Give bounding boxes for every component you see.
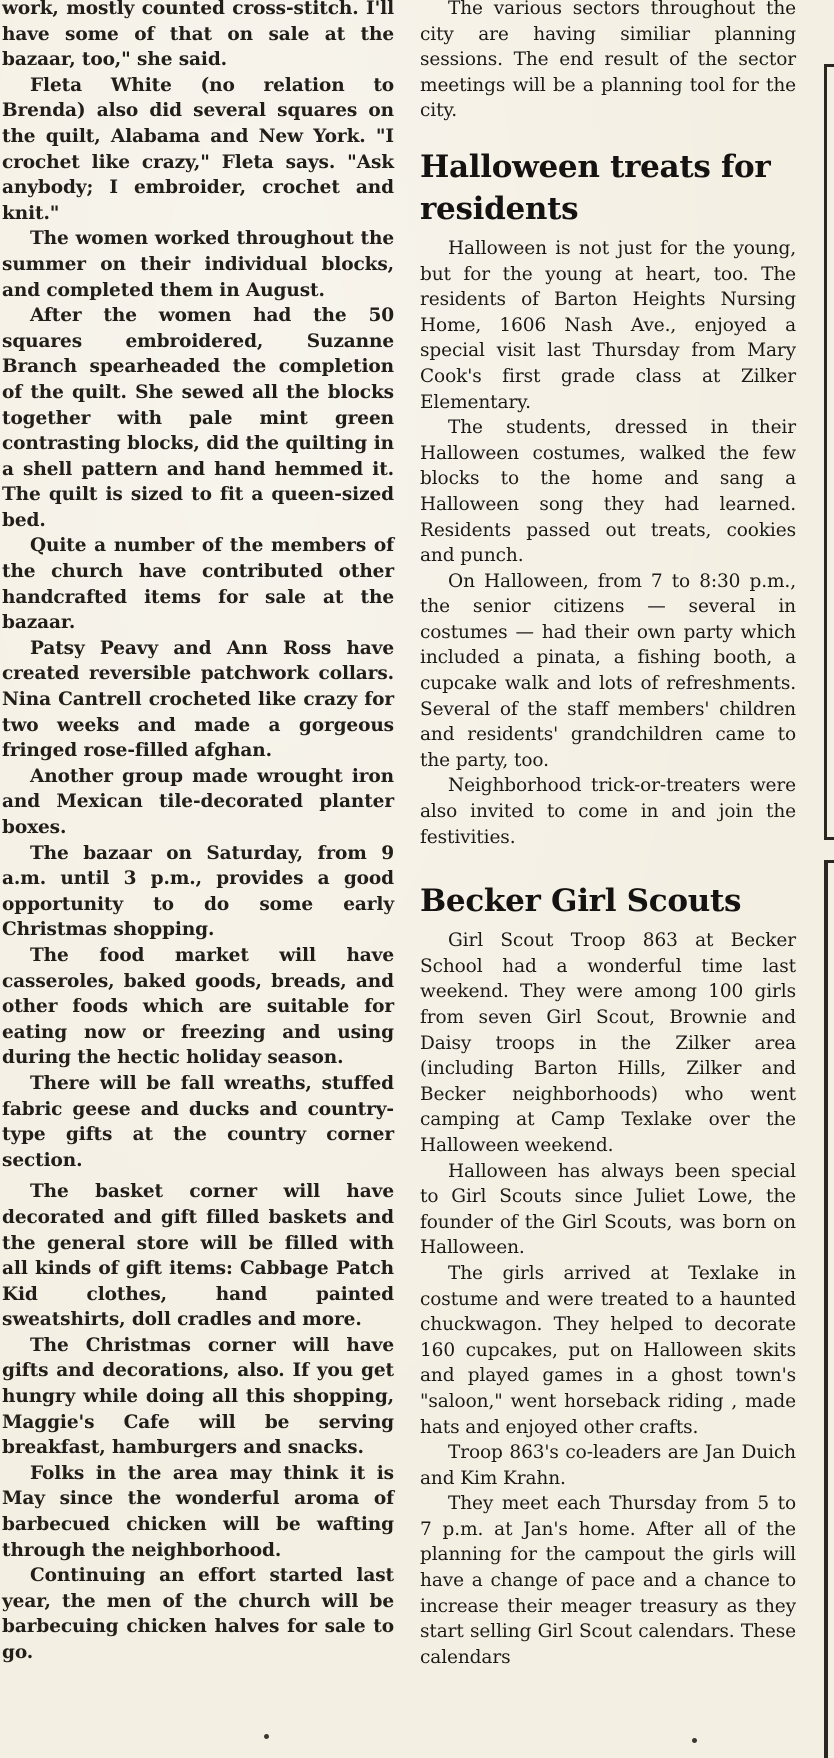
left-paragraph-9: The food market will have casseroles, baked goods, breads, and other foods which are suitable for eating now or freezing and using during the hectic holiday season. — [2, 944, 394, 1069]
right-edge-border-boxes — [816, 0, 834, 1758]
halloween-paragraph-3: On Halloween, from 7 to 8:30 p.m., the senior citizens — several in costumes — had their own party which included a pinata, a fishing booth, a cupcake walk and lots of refreshments. Several of the staff members' children and residents' grandchildren came to the party, too. — [420, 570, 796, 771]
box-2-left-rule — [824, 860, 828, 1758]
left-paragraph-7: Another group made wrought iron and Mexican tile-decorated planter boxes. — [2, 765, 394, 838]
ink-speck — [264, 1734, 269, 1739]
box-1-left-rule — [824, 64, 827, 840]
box-1-bottom-rule — [824, 837, 834, 840]
scouts-paragraph-1: Girl Scout Troop 863 at Becker School had a wonderful time last weekend. They were among 100 girls from seven Girl Scout, Brownie and Daisy troops in the Zilker area (including Barton Hills, Zilker and Becker neighborhoods) who went camping at Camp Texlake over the Halloween weekend. — [420, 930, 796, 1156]
ink-speck — [692, 1738, 697, 1743]
halloween-headline: Halloween treats for residents — [420, 148, 771, 227]
left-paragraph-10: There will be fall wreaths, stuffed fabric geese and ducks and country-type gifts at the country corner section. — [2, 1072, 394, 1171]
left-paragraph-13: Folks in the area may think it is May since the wonderful aroma of barbecued chicken will be wafting through the neighborhood. — [2, 1462, 394, 1561]
left-paragraph-3: The women worked throughout the summer on their individual blocks, and completed them in August. — [2, 228, 394, 301]
middle-column — [420, 0, 796, 1670]
left-paragraph-4: After the women had the 50 squares embroidered, Suzanne Branch spearheaded the completion of the quilt. She sewed all the blocks together with pale mint green contrasting blocks, did the quilting in a shell pattern and hand hemmed it. The quilt is sized to fit a queen-sized bed. — [2, 305, 394, 531]
left-paragraph-8: The bazaar on Saturday, from 9 a.m. until 3 p.m., provides a good opportunity to do some early Christmas shopping. — [2, 842, 394, 941]
scouts-paragraph-3: The girls arrived at Texlake in costume and were treated to a haunted chuckwagon. They helped to decorate 160 cupcakes, put on Halloween skits and played games in a ghost town's "saloon," went horseback riding , made hats and enjoyed other crafts. — [420, 1262, 796, 1438]
left-paragraph-12: The Christmas corner will have gifts and decorations, also. If you get hungry while doing all this shopping, Maggie's Cafe will be serving breakfast, hamburgers and snacks. — [2, 1334, 394, 1459]
halloween-paragraph-2: The students, dressed in their Halloween costumes, walked the few blocks to the home and sang a Halloween song they had learned. Residents passed out treats, cookies and punch. — [420, 417, 796, 567]
scouts-paragraph-2: Halloween has always been special to Girl Scouts since Juliet Lowe, the founder of the Girl Scouts, was born on Halloween. — [420, 1160, 796, 1259]
left-paragraph-1: work, mostly counted cross-stitch. I'll have some of that on sale at the bazaar, too," she said. — [2, 0, 394, 71]
left-column — [2, 0, 394, 1666]
left-paragraph-6: Patsy Peavy and Ann Ross have created reversible patchwork collars. Nina Cantrell crocheted like crazy for two weeks and made a gorgeous fringed rose-filled afghan. — [2, 637, 394, 762]
scouts-headline: Becker Girl Scouts — [420, 883, 742, 920]
left-paragraph-11: The basket corner will have decorated and gift filled baskets and the general store will be filled with all kinds of gift items: Cabbage Patch Kid clothes, hand painted sweatshirts, doll cradles and more. — [2, 1181, 394, 1331]
section-gap — [420, 124, 796, 146]
left-paragraph-5: Quite a number of the members of the church have contributed other handcrafted items for sale at the bazaar. — [2, 535, 394, 634]
halloween-paragraph-1: Halloween is not just for the young, but for the young at heart, too. The residents of Barton Heights Nursing Home, 1606 Nash Ave., enjoyed a special visit last Thursday from Mary Cook's first grade class at Zilker Elementary. — [420, 237, 796, 413]
scouts-paragraph-4: Troop 863's co-leaders are Jan Duich and Kim Krahn. — [420, 1442, 796, 1489]
left-paragraph-2: Fleta White (no relation to Brenda) also did several squares on the quilt, Alabama and New York. "I crochet like crazy," Fleta says. "Ask anybody; I embroider, crochet and knit." — [2, 74, 394, 224]
section-gap — [420, 850, 796, 880]
scouts-paragraph-5: They meet each Thursday from 5 to 7 p.m. at Jan's home. After all of the planning for the campout the girls will have a change of pace and a chance to increase their meager treasury as they start selling Girl Scout calendars. These calendars — [420, 1493, 796, 1668]
left-paragraph-14: Continuing an effort started last year, the men of the church will be barbecuing chicken halves for sale to go. — [2, 1565, 394, 1663]
halloween-paragraph-4: Neighborhood trick-or-treaters were also invited to come in and join the festivities. — [420, 775, 796, 848]
sector-paragraph: The various sectors throughout the city are having similiar planning sessions. The end result of the sector meetings will be a planning tool for the city. — [420, 0, 796, 122]
